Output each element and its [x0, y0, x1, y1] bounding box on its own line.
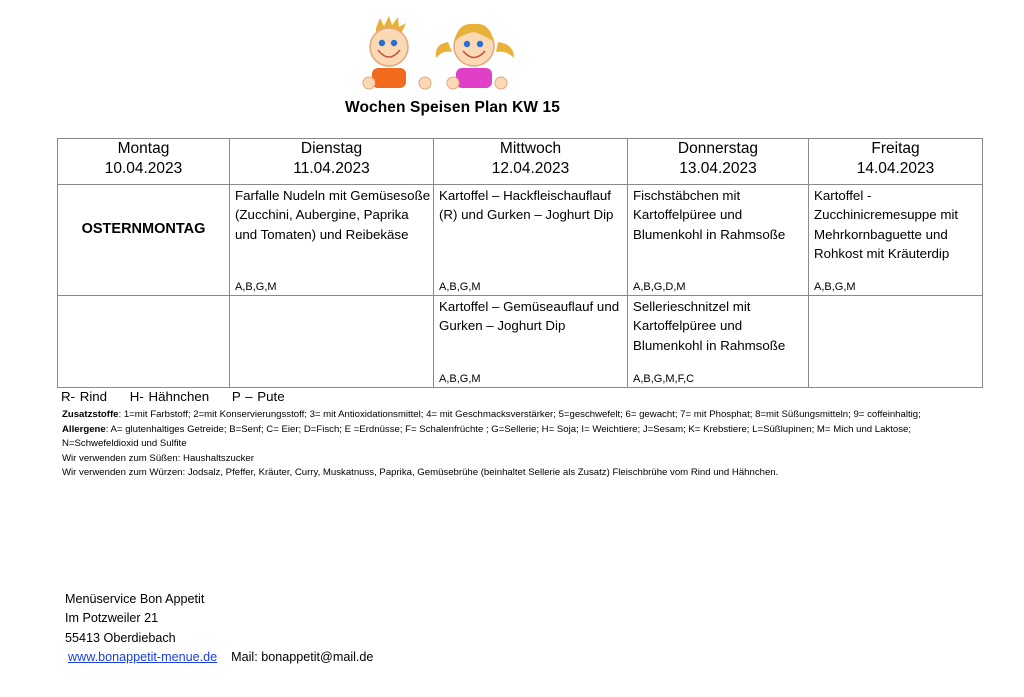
allergens-note: [62, 423, 967, 452]
day-date: 13.04.2023: [679, 160, 757, 177]
holiday-label: OSTERNMONTAG: [81, 221, 206, 237]
day-date: 11.04.2023: [293, 160, 370, 177]
day-name: Montag: [117, 140, 170, 157]
day-header-tuesday: [230, 139, 434, 185]
legend-item-rind: R- Rind: [61, 389, 108, 404]
meal-text: Kartoffel – Gemüseauflauf und Gurken – Joghurt Dip: [439, 299, 620, 334]
meal-text: Farfalle Nudeln mit Gemüsesoße (Zucchini, Aubergine, Paprika und Tomaten) und Reibekäse: [235, 188, 431, 242]
table-row: [58, 185, 983, 296]
website-link[interactable]: www.bonappetit-menue.de: [68, 649, 218, 664]
meal-cell-tuesday-2: [230, 296, 434, 388]
boy-icon: [363, 16, 431, 89]
meal-plan-table: [57, 138, 983, 388]
sweetener-note: Wir verwenden zum Süßen: Haushaltszucker: [62, 452, 254, 464]
meal-cell-friday-2: [809, 296, 983, 388]
allergen-codes: A,B,G,M: [439, 281, 481, 293]
footer-address: [65, 590, 373, 667]
city-address: 55413 Oberdiebach: [65, 630, 176, 645]
additives-note: [62, 408, 967, 423]
day-header-monday: [58, 139, 230, 185]
day-name: Donnerstag: [677, 140, 759, 157]
legend-item-pute: P – Pute: [231, 389, 285, 404]
meal-cell-wednesday-2: [434, 296, 628, 388]
allergen-codes: A,B,G,M: [814, 281, 856, 293]
meal-text: Kartoffel – Hackfleischauflauf (R) und Gurken – Joghurt Dip: [439, 188, 614, 223]
meal-cell-friday-1: [809, 185, 983, 296]
company-name: Menüservice Bon Appetit: [65, 592, 205, 606]
table-row: [58, 296, 983, 388]
day-date: 14.04.2023: [856, 160, 935, 177]
day-header-friday: [809, 139, 983, 185]
table-header-row: [58, 139, 983, 185]
children-illustration: [362, 14, 534, 90]
meal-text: Sellerieschnitzel mit Kartoffelpüree und Blumenkohl in Rahmsoße: [633, 299, 786, 353]
additives-text: : 1=mit Farbstoff; 2=mit Konservierungsstoff; 3= mit Antioxidationsmittel; 4= mit Geschmacksverstärker; 5=geschwefelt; 6= gewacht; 7= mit Phosphat; 8=mit Süßungsmitteln; 9= coffeinhaltig;: [118, 409, 921, 420]
meal-cell-thursday-1: [628, 185, 809, 296]
day-name: Mittwoch: [499, 140, 562, 157]
allergens-label: Allergene: [62, 423, 106, 435]
meal-cell-thursday-2: [628, 296, 809, 388]
meal-cell-monday-2: [58, 296, 230, 388]
legend-item-haehnchen: H- Hähnchen: [129, 389, 210, 404]
girl-icon: [436, 24, 514, 89]
allergens-text: : A= glutenhaltiges Getreide; B=Senf; C= Eier; D=Fisch; E =Erdnüsse; F= Schalenfrüchte ; G=Sellerie; H= Soja; I= Weichtiere; J=Sesam; K= Krebstiere; L=Süßlupinen; M= Mich und Laktose; N=Schwefeldioxid und Sulfite: [62, 423, 912, 450]
page-title: Wochen Speisen Plan KW 15: [345, 99, 560, 116]
allergen-codes: A,B,G,M,F,C: [633, 373, 695, 385]
allergen-codes: A,B,G,D,M: [633, 281, 686, 293]
day-name: Freitag: [871, 140, 920, 157]
street-address: Im Potzweiler 21: [65, 611, 159, 626]
day-date: 10.04.2023: [104, 160, 183, 177]
additives-label: Zusatzstoffe: [62, 409, 119, 420]
allergen-codes: A,B,G,M: [235, 281, 277, 293]
meal-text: Kartoffel - Zucchinicremesuppe mit Mehrkornbaguette und Rohkost mit Kräuterdip: [814, 188, 959, 261]
mail-address: Mail: bonappetit@mail.de: [231, 649, 374, 664]
meal-text: Fischstäbchen mit Kartoffelpüree und Blumenkohl in Rahmsoße: [633, 188, 786, 242]
day-header-thursday: [628, 139, 809, 185]
seasoning-note: Wir verwenden zum Würzen: Jodsalz, Pfeffer, Kräuter, Curry, Muskatnuss, Paprika, Gemüsebrühe (beinhaltet Sellerie als Zusatz) Fleischbrühe vom Rind und Hähnchen.: [62, 467, 779, 479]
meal-cell-monday-1: [58, 185, 230, 296]
meal-cell-tuesday-1: [230, 185, 434, 296]
day-header-wednesday: [434, 139, 628, 185]
day-name: Dienstag: [300, 140, 363, 157]
meal-cell-wednesday-1: [434, 185, 628, 296]
day-date: 12.04.2023: [491, 160, 570, 177]
allergen-codes: A,B,G,M: [439, 373, 481, 385]
contact-line: [65, 648, 373, 667]
meat-legend: [61, 389, 303, 404]
notes-section: [62, 408, 967, 481]
